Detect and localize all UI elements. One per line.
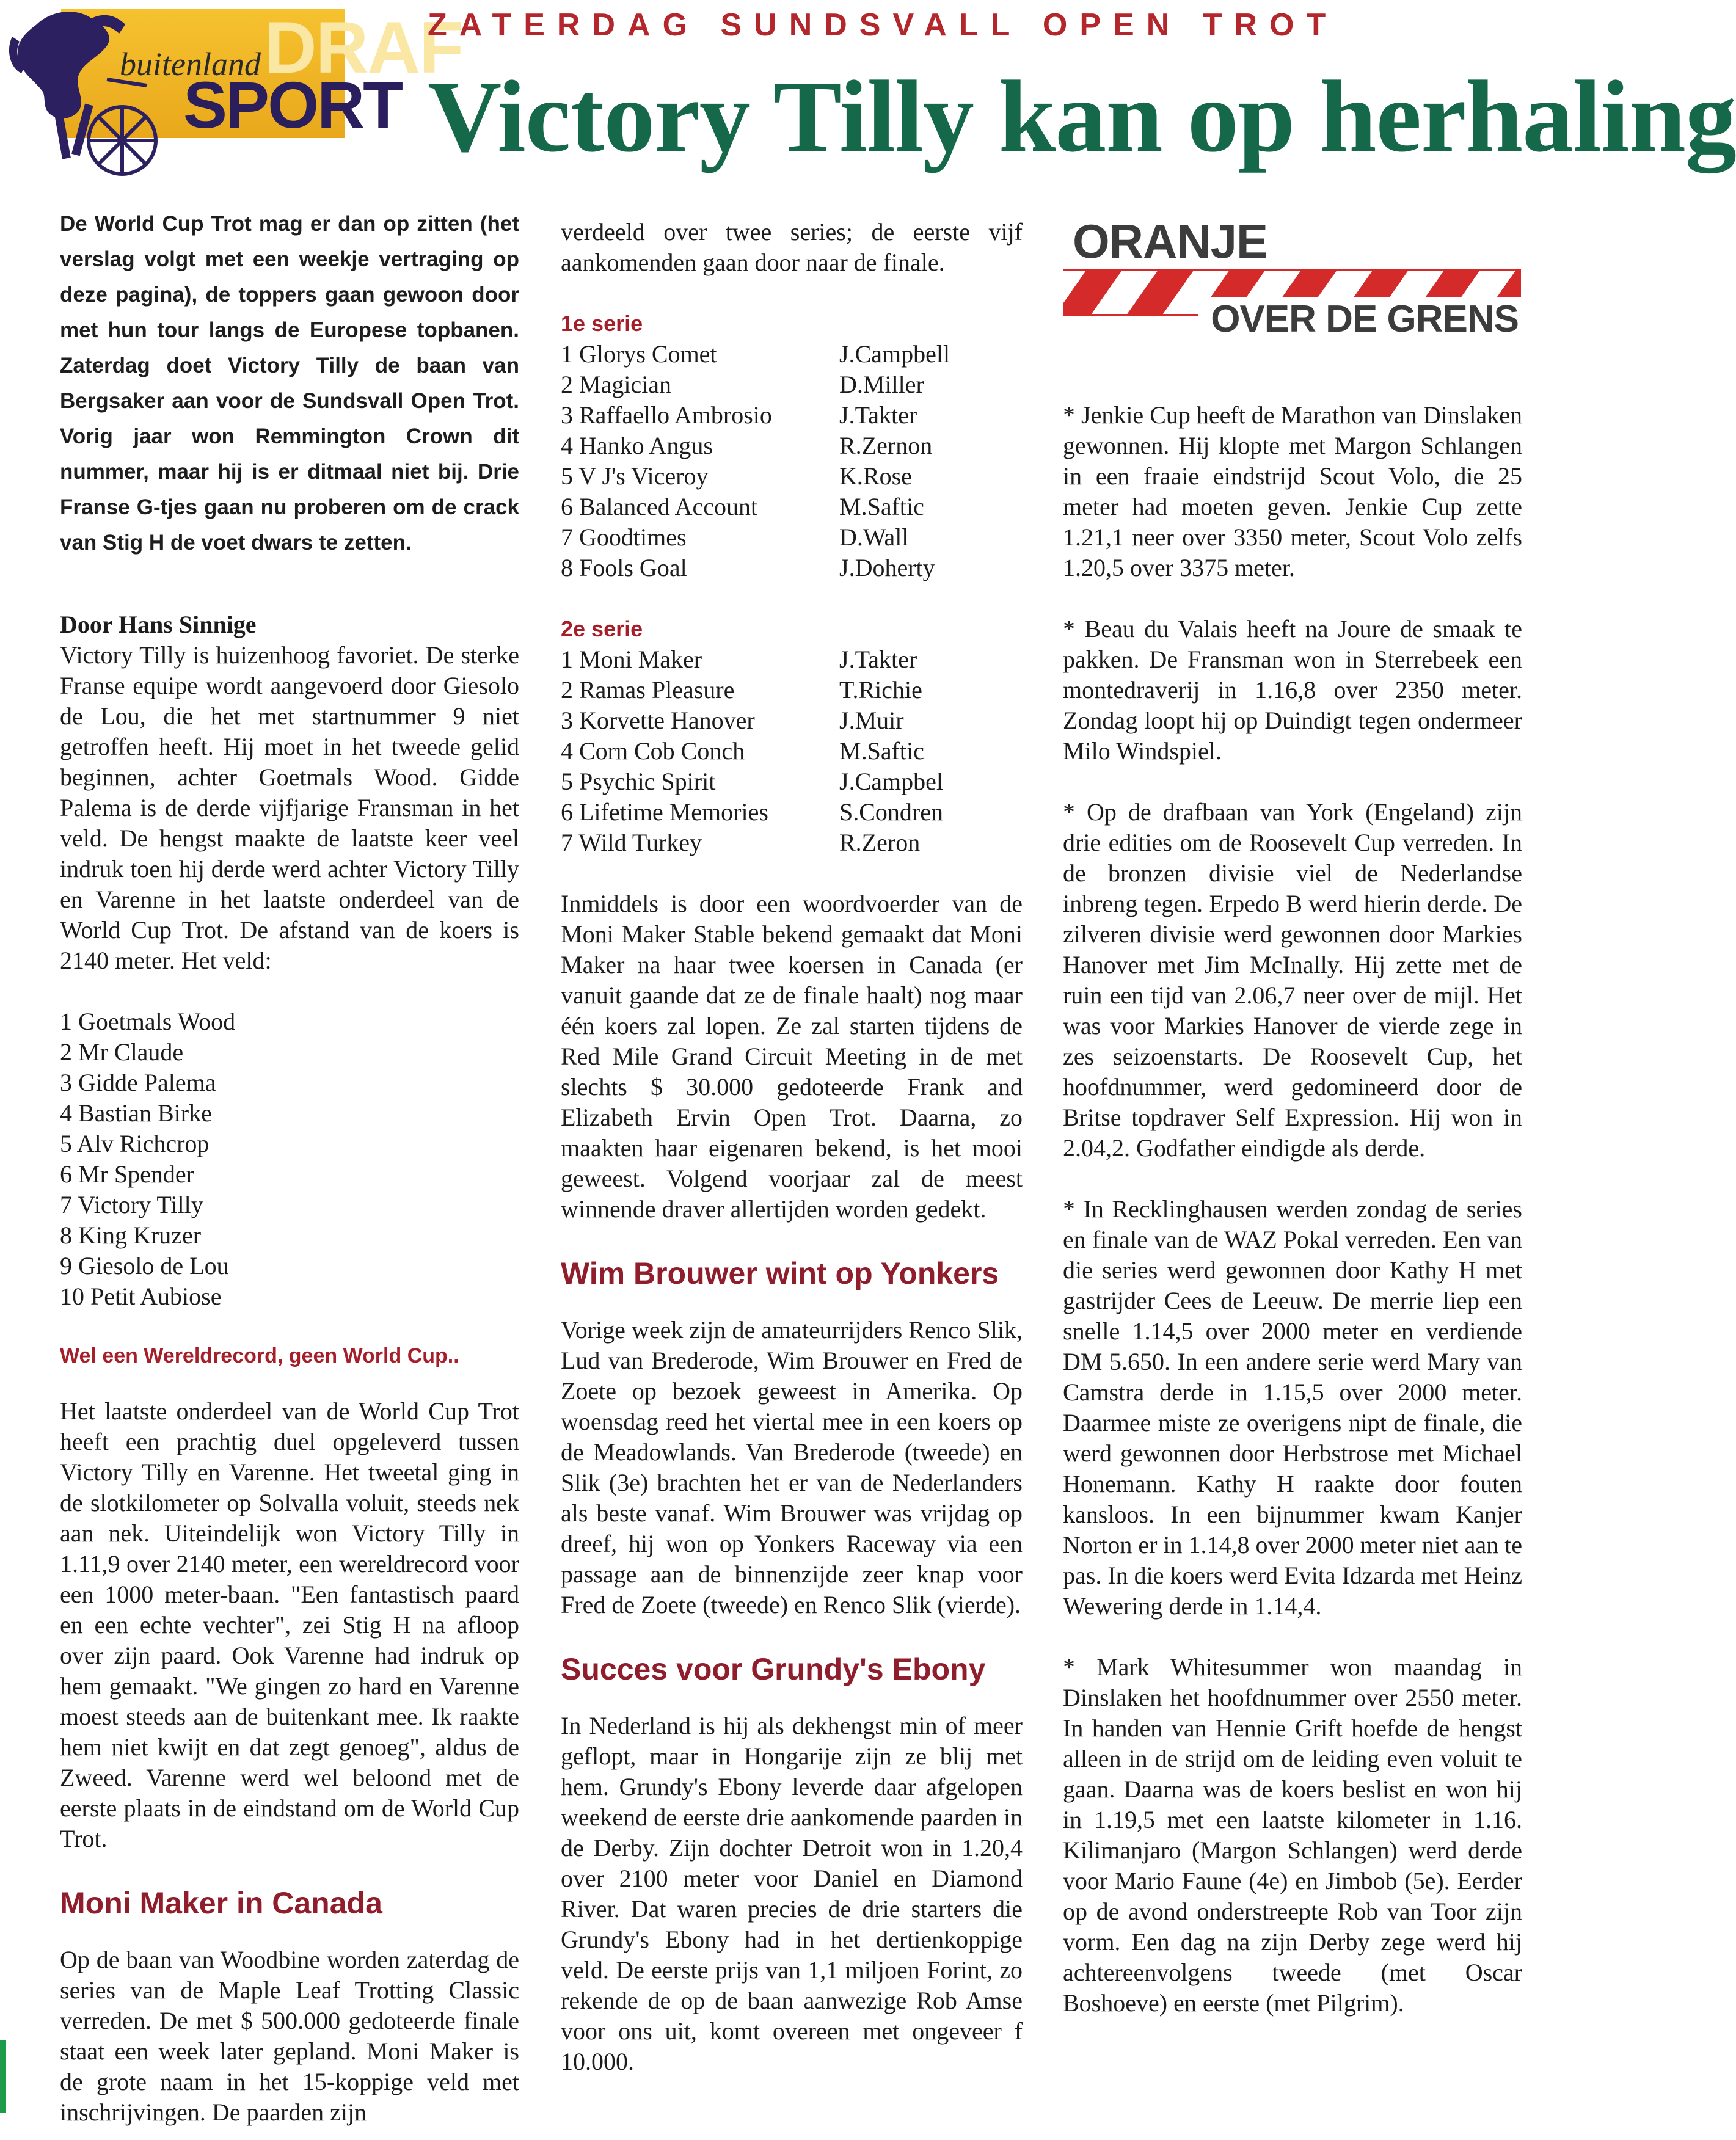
- driver-cell: S.Condren: [839, 798, 943, 826]
- driver-cell: K.Rose: [839, 462, 912, 490]
- horse-cell: 3 Raffaello Ambrosio: [561, 401, 772, 429]
- table-row: [561, 675, 1023, 705]
- horse-cell: 7 Wild Turkey: [561, 829, 702, 856]
- list-item: 6 Mr Spender: [60, 1160, 194, 1188]
- list-item: 8 King Kruzer: [60, 1221, 202, 1249]
- news-item: * In Recklinghausen werden zondag de series en finale van de WAZ Pokal verreden. Een van die series werd gewonnen door Kathy H met gastrijder Cees de Leeuw. De merrie liep een snelle 1.14,5 over 2000 meter en verdiende DM 5.650. In een andere serie werd Mary van Camstra derde in 1.15,5 over 2000 meter. Daarmee miste ze overigens nipt de finale, die werd gewonnen door Herbstrose met Michael Honemann. Kathy H raakte door fouten kansloos. In een bijnummer kwam Kanjer Norton er in 1.14,8 over 2000 meter niet aan te pas. In die koers werd Evita Idzarda met Heinz Wewering derde in 1.14,4.: [1063, 1195, 1522, 1620]
- headline: Victory Tilly kan op herhaling: [428, 60, 1736, 173]
- horse-cell: 5 Psychic Spirit: [561, 768, 716, 795]
- driver-cell: R.Zernon: [839, 432, 933, 459]
- badge-oranje-text: ORANJE: [1073, 214, 1268, 268]
- driver-cell: M.Saftic: [839, 493, 924, 520]
- article-paragraph: verdeeld over twee series; de eerste vijf aankomenden gaan door naar de finale.: [561, 218, 1023, 276]
- table-row: [561, 766, 1023, 797]
- horse-cell: 5 V J's Viceroy: [561, 462, 709, 490]
- section-heading-moni-maker: Moni Maker in Canada: [60, 1886, 382, 1920]
- table-row: [561, 431, 1023, 461]
- table-row: [561, 461, 1023, 492]
- list-item: 10 Petit Aubiose: [60, 1283, 222, 1310]
- driver-cell: J.Takter: [839, 646, 917, 673]
- driver-cell: J.Muir: [839, 707, 904, 734]
- article-paragraph: In Nederland is hij als dekhengst min of meer geflopt, maar in Hongarije zijn ze blij met hem. Grundy's Ebony leverde daar afgelopen weekend de eerste drie aankomende paarden in de Derby. Zijn dochter Detroit won in 1.20,4 over 2100 meter voor Daniel en Diamond River. Dat waren precies de drie starters die Grundy's Ebony had in het dertienkoppige veld. De eerste prijs van 1,1 miljoen Forint, zo rekende de op de baan aanwezige Rob Amse voor ons uit, komt overeen met ongeveer f 10.000.: [561, 1712, 1023, 2075]
- horse-cell: 7 Goodtimes: [561, 523, 687, 551]
- oranje-over-de-grens-badge: [1063, 214, 1521, 343]
- horse-cell: 1 Moni Maker: [561, 646, 702, 673]
- section-heading-wim-brouwer: Wim Brouwer wint op Yonkers: [561, 1256, 999, 1290]
- series-1-label: 1e serie: [561, 311, 643, 336]
- article-paragraph: Vorige week zijn de amateurrijders Renco Slik, Lud van Brederode, Wim Brouwer en Fred de Zoete op bezoek geweest in Amerika. Op woensdag reed het viertal mee in een koers op de Meadowlands. Van Brederode (tweede) en Slik (3e) brachten het er van de Nederlanders als beste vanaf. Wim Brouwer was vrijdag op dreef, hij won op Yonkers Raceway via een passage aan de binnenzijde zeer knap voor Fred de Zoete (tweede) en Renco Slik (vierde).: [561, 1316, 1023, 1618]
- horse-cell: 8 Fools Goal: [561, 554, 687, 581]
- horse-cell: 6 Balanced Account: [561, 493, 758, 520]
- horse-cell: 3 Korvette Hanover: [561, 707, 755, 734]
- table-row: [561, 828, 1023, 858]
- article-paragraph: Inmiddels is door een woordvoerder van de Moni Maker Stable bekend gemaakt dat Moni Maker na haar twee koersen in Canada (er vanuit gaande dat ze de finale haalt) nog maar één koers zal lopen. Ze zal starten tijdens de Red Mile Grand Circuit Meeting in de met slechts $ 30.000 gedoteerde Frank and Elizabeth Ervin Open Trot. Daarna, zo maakten haar eigenaren bekend, is het mooi geweest. Volgend voorjaar zal de meest winnende draver allertijden worden gedekt.: [561, 890, 1023, 1223]
- driver-cell: J.Campbel: [839, 768, 943, 795]
- badge-over-de-grens-text: OVER DE GRENS: [1198, 297, 1521, 341]
- article-paragraph: Victory Tilly is huizenhoog favoriet. De sterke Franse equipe wordt aangevoerd door Giesolo de Lou, die het met startnummer 9 niet getroffen heeft. Hij moet in het tweede gelid beginnen, achter Goetmals Wood. Gidde Palema is de derde vijfjarige Fransman in het veld. De hengst maakte de laatste keer veel indruk toen hij derde werd achter Victory Tilly en Varenne in het laatste onderdeel van de World Cup Trot. De afstand van de koers is 2140 meter. Het veld:: [60, 641, 519, 974]
- section-heading-grundys-ebony: Succes voor Grundy's Ebony: [561, 1652, 986, 1686]
- driver-cell: J.Doherty: [839, 554, 935, 581]
- news-item: * Jenkie Cup heeft de Marathon van Dinslaken gewonnen. Hij klopte met Margon Schlangen in een fraaie eindstrijd Scout Volo, die 25 meter had moeten geven. Jenkie Cup zette 1.21,1 neer over 3350 meter, Scout Volo zelfs 1.20,5 over 3375 meter.: [1063, 401, 1523, 581]
- driver-cell: D.Miller: [839, 371, 924, 398]
- article-paragraph: Op de baan van Woodbine worden zaterdag de series van de Maple Leaf Trotting Classic verreden. De met $ 500.000 gedoteerde finale staat een week later gepland. Moni Maker is de grote naam in het 15-koppige veld met inschrijvingen. De paarden zijn: [60, 1946, 519, 2126]
- list-item: 2 Mr Claude: [60, 1038, 184, 1066]
- sulky-horse-icon: [0, 0, 202, 183]
- driver-cell: J.Takter: [839, 401, 917, 429]
- driver-cell: J.Campbell: [839, 340, 950, 368]
- horse-cell: 1 Glorys Comet: [561, 340, 717, 368]
- news-item: * Op de drafbaan van York (Engeland) zijn drie edities om de Roosevelt Cup verreden. In de bronzen divisie viel de Nederlandse inbreng tegen. Erpedo B werd hierin derde. De zilveren divisie werd gewonnen door Markies Hanover met Jim McInally. Hij zette met de ruin een tijd van 2.06,7 neer over de mijl. Het was voor Markies Hanover de vierde zege in zes seizoenstarts. De Roosevelt Cup, het hoofdnummer, werd gedomineerd door de Britse topdraver Self Expression. Hij won in 2.04,2. Godfather eindigde als derde.: [1063, 798, 1522, 1162]
- driver-cell: M.Saftic: [839, 737, 924, 765]
- list-item: 4 Bastian Birke: [60, 1099, 212, 1127]
- driver-cell: T.Richie: [839, 676, 922, 704]
- edge-color-tab: [0, 2040, 6, 2113]
- table-row: [561, 369, 1023, 400]
- news-item: * Mark Whitesummer won maandag in Dinslaken het hoofdnummer over 2550 meter. In handen van Hennie Grift hoefde de hengst alleen in de strijd om de leiding even voluit te gaan. Daarna was de koers beslist en won hij in 1.19,5 met een laatste kilometer in 1.16. Kilimanjaro (Margon Schlangen) werd derde voor Mario Faune (4e) en Jimbob (5e). Eerder op de avond onderstreepte Rob van Toor zijn vorm. Een dag na zijn Derby zege werd hij achtereenvolgens tweede (met Oscar Boshoeve) en eerste (met Pilgrim).: [1063, 1653, 1522, 2017]
- logo-draf-text: DRAF: [264, 7, 463, 89]
- table-row: [561, 736, 1023, 766]
- news-item: * Beau du Valais heeft na Joure de smaak te pakken. De Fransman won in Sterrebeek een montedraverij in 1.16,8 over 2350 meter. Zondag loopt hij op Duindigt tegen ondermeer Milo Windspiel.: [1063, 615, 1522, 765]
- table-row: [561, 797, 1023, 828]
- section-logo: [0, 0, 463, 183]
- logo-sport-text: SPORT: [183, 68, 402, 142]
- series-2-label: 2e serie: [561, 616, 643, 641]
- series-1-table: [561, 339, 1023, 583]
- list-item: 1 Goetmals Wood: [60, 1008, 236, 1035]
- logo-buitenland-text: buitenland: [120, 46, 261, 82]
- list-item: 3 Gidde Palema: [60, 1069, 216, 1096]
- intro-paragraph: De World Cup Trot mag er dan op zitten (het verslag volgt met een weekje vertraging op deze pagina), de toppers gaan gewoon door met hun tour langs de Europese topbanen. Zaterdag doet Victory Tilly de baan van Bergsaker aan voor de Sundsvall Open Trot. Vorig jaar won Remmington Crown dit nummer, maar hij is er ditmaal niet bij. Drie Franse G-tjes gaan nu proberen om de crack van Stig H de voet dwars te zetten.: [60, 212, 519, 555]
- horse-cell: 2 Ramas Pleasure: [561, 676, 735, 704]
- table-row: [561, 644, 1023, 675]
- horse-cell: 4 Hanko Angus: [561, 432, 713, 459]
- table-row: [561, 339, 1023, 369]
- column-1: [60, 206, 519, 2128]
- series-2-table: [561, 644, 1023, 858]
- table-row: [561, 400, 1023, 431]
- table-row: [561, 705, 1023, 736]
- list-item: 9 Giesolo de Lou: [60, 1252, 229, 1279]
- horse-cell: 6 Lifetime Memories: [561, 798, 768, 826]
- table-row: [561, 492, 1023, 522]
- driver-cell: R.Zeron: [839, 829, 921, 856]
- starting-field-list: [60, 1006, 519, 1312]
- byline: Door Hans Sinnige: [60, 611, 257, 638]
- list-item: 5 Alv Richcrop: [60, 1130, 210, 1157]
- horse-cell: 4 Corn Cob Conch: [561, 737, 745, 765]
- kicker-line: ZATERDAG SUNDSVALL OPEN TROT: [428, 7, 1338, 43]
- column-3: [1063, 214, 1523, 2018]
- horse-cell: 2 Magician: [561, 371, 672, 398]
- subheading-world-record: Wel een Wereldrecord, geen World Cup..: [60, 1344, 459, 1367]
- driver-cell: D.Wall: [839, 523, 909, 551]
- article-paragraph: Het laatste onderdeel van de World Cup Trot heeft een prachtig duel opgeleverd tussen Victory Tilly en Varenne. Het tweetal ging in de slotkilometer op Solvalla voluit, steeds nek aan nek. Uiteindelijk won Victory Tilly in 1.11,9 over 2140 meter, een wereldrecord voor een 1000 meter-baan. "Een fantastisch paard en een echte vechter", zei Stig H na afloop over zijn paard. Ook Varenne had indruk op hem gemaakt. "We gingen zo hard en Varenne moest steeds aan de buitenkant mee. Ik raakte hem niet kwijt en dat zegt genoeg", aldus de Zweed. Varenne werd wel beloond met de eerste plaats in de eindstand om de World Cup Trot.: [60, 1397, 519, 1852]
- column-2: [561, 217, 1023, 2077]
- table-row: [561, 522, 1023, 553]
- table-row: [561, 553, 1023, 583]
- list-item: 7 Victory Tilly: [60, 1191, 203, 1218]
